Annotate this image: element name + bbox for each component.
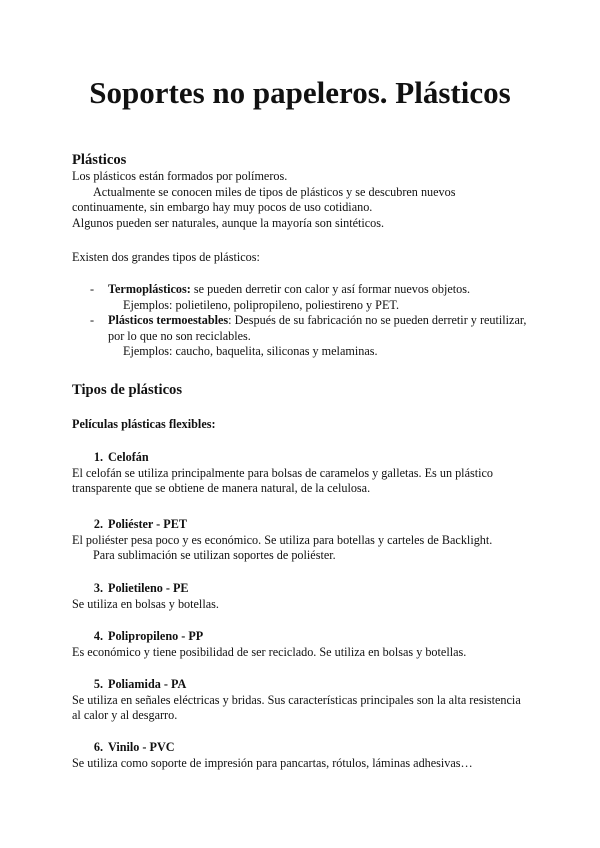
list-example: Ejemplos: polietileno, polipropileno, poliestireno y PET. — [123, 297, 399, 312]
list-desc: se pueden derretir con calor y así formar nuevos objetos. — [190, 282, 471, 296]
list-item — [72, 313, 542, 329]
list-dash: - — [90, 313, 95, 328]
item-name: Polipropileno - PP — [108, 629, 204, 643]
section-heading: Plásticos — [72, 152, 127, 168]
item-text: Es económico y tiene posibilidad de ser reciclado. Se utiliza en bolsas y botellas. — [72, 644, 467, 659]
item-text: El poliéster pesa poco y es económico. Se utiliza para botellas y carteles de Backlight. — [72, 532, 493, 547]
plastic-item-1 — [72, 450, 542, 497]
item-text: Se utiliza en bolsas y botellas. — [72, 596, 219, 611]
list-desc-continued: por lo que no son reciclables. — [108, 328, 251, 343]
item-text: Se utiliza como soporte de impresión para pancartas, rótulos, láminas adhesivas… — [72, 755, 473, 770]
paragraph: Actualmente se conocen miles de tipos de plásticos y se descubren nuevos — [93, 184, 456, 199]
item-number: 1. — [93, 450, 103, 464]
item-name: Poliamida - PA — [108, 677, 187, 691]
paragraph: Existen dos grandes tipos de plásticos: — [72, 250, 260, 264]
list-dash: - — [90, 282, 95, 296]
sub-heading: Películas plásticas flexibles: — [72, 417, 216, 431]
list-term: Plásticos termoestables — [108, 313, 229, 328]
item-text: transparente que se obtiene de manera natural, de la celulosa. — [72, 481, 371, 496]
plastic-item-2 — [72, 517, 542, 564]
paragraph: Los plásticos están formados por polímeros. — [72, 169, 288, 183]
section-heading: Tipos de plásticos — [72, 382, 183, 398]
plastic-item-3 — [72, 581, 542, 612]
paragraph: Algunos pueden ser naturales, aunque la mayoría son sintéticos. — [72, 215, 385, 230]
list-desc: : Después de su fabricación no se pueden derretir y reutilizar, — [228, 313, 527, 328]
plastic-types-list — [72, 282, 542, 360]
list-item — [72, 282, 542, 298]
item-text: al calor y al desgarro. — [72, 708, 178, 723]
paragraph: continuamente, sin embargo hay muy pocos de uso cotidiano. — [72, 200, 373, 215]
list-term: Termoplásticos: — [108, 282, 191, 296]
list-example: Ejemplos: caucho, baquelita, siliconas y melaminas. — [123, 344, 378, 359]
item-name: Celofán — [108, 450, 149, 464]
item-number: 3. — [93, 581, 103, 595]
item-text: Se utiliza en señales eléctricas y bridas. Sus características principales son la alta resistencia — [72, 692, 521, 707]
item-text: El celofán se utiliza principalmente para bolsas de caramelos y galletas. Es un plástico — [72, 465, 493, 480]
item-text: Para sublimación se utilizan soportes de poliéster. — [93, 548, 336, 563]
item-name: Vinilo - PVC — [108, 740, 175, 754]
plastic-item-4 — [72, 629, 542, 660]
item-name: Poliéster - PET — [108, 517, 187, 531]
item-number: 5. — [93, 677, 103, 691]
plastic-item-6 — [72, 740, 542, 771]
item-number: 6. — [93, 740, 103, 754]
item-number: 4. — [93, 629, 103, 643]
section-plasticos — [72, 151, 542, 231]
item-name: Polietileno - PE — [108, 581, 189, 595]
page-title: Soportes no papeleros. Plásticos — [89, 75, 511, 110]
item-number: 2. — [93, 517, 103, 531]
plastic-item-5 — [72, 677, 542, 724]
